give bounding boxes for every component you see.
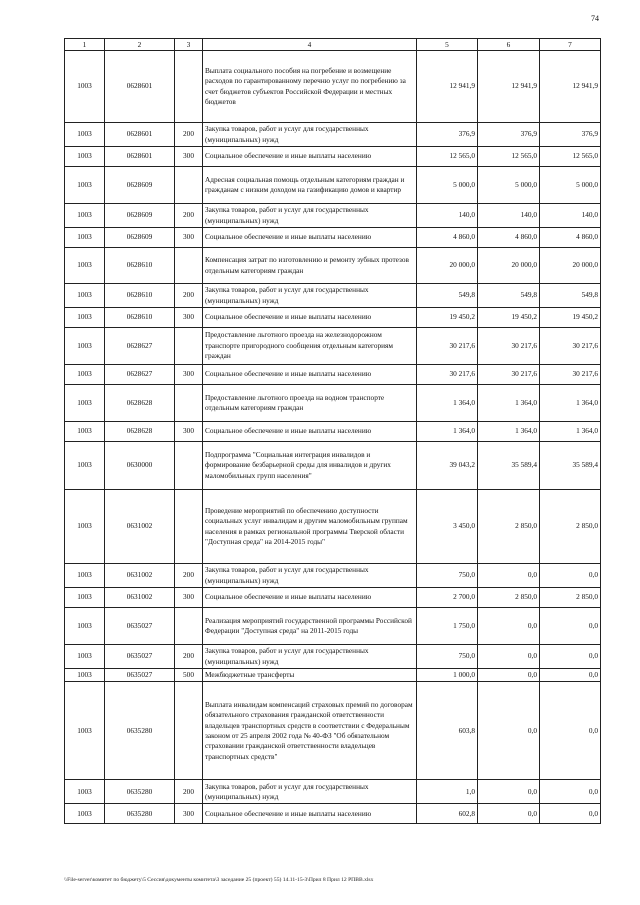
amount-col6: 19 450,2: [478, 308, 540, 328]
amount-col7: 1 364,0: [540, 422, 601, 442]
section-code: 1003: [65, 422, 105, 442]
col-header: 4: [203, 39, 417, 51]
item-description: Закупка товаров, работ и услуг для государственных (муниципальных) нужд: [203, 284, 417, 308]
amount-col7: 12 941,9: [540, 51, 601, 123]
amount-col6: 0,0: [478, 564, 540, 588]
section-code: 1003: [65, 228, 105, 248]
section-code: 1003: [65, 608, 105, 645]
table-header-row: [65, 39, 601, 51]
col-header: 7: [540, 39, 601, 51]
amount-col7: 376,9: [540, 123, 601, 147]
item-description: Закупка товаров, работ и услуг для государственных (муниципальных) нужд: [203, 645, 417, 669]
item-description: Социальное обеспечение и иные выплаты населению: [203, 422, 417, 442]
amount-col6: 2 850,0: [478, 490, 540, 564]
amount-col5: 1 750,0: [417, 608, 478, 645]
amount-col6: 549,8: [478, 284, 540, 308]
amount-col6: 30 217,6: [478, 365, 540, 385]
section-code: 1003: [65, 442, 105, 490]
amount-col7: 12 565,0: [540, 147, 601, 167]
amount-col7: 0,0: [540, 645, 601, 669]
amount-col5: 1 364,0: [417, 422, 478, 442]
target-code: 0631002: [105, 564, 175, 588]
target-code: 0630000: [105, 442, 175, 490]
expense-type: 300: [175, 588, 203, 608]
target-code: 0628627: [105, 328, 175, 365]
item-description: Социальное обеспечение и иные выплаты населению: [203, 147, 417, 167]
section-code: 1003: [65, 564, 105, 588]
item-description: Социальное обеспечение и иные выплаты населению: [203, 308, 417, 328]
amount-col5: 549,8: [417, 284, 478, 308]
target-code: 0628627: [105, 365, 175, 385]
expense-type: 300: [175, 422, 203, 442]
amount-col6: 30 217,6: [478, 328, 540, 365]
amount-col7: 30 217,6: [540, 328, 601, 365]
amount-col6: 5 000,0: [478, 167, 540, 204]
col-header: 3: [175, 39, 203, 51]
amount-col7: 4 860,0: [540, 228, 601, 248]
item-description: Предоставление льготного проезда на водном транспорте отдельным категориям граждан: [203, 385, 417, 422]
amount-col6: 140,0: [478, 204, 540, 228]
amount-col5: 4 860,0: [417, 228, 478, 248]
table-row: [65, 780, 601, 804]
target-code: 0628601: [105, 147, 175, 167]
amount-col7: 0,0: [540, 780, 601, 804]
table-row: [65, 284, 601, 308]
item-description: Социальное обеспечение и иные выплаты населению: [203, 588, 417, 608]
table-row: [65, 308, 601, 328]
amount-col7: 0,0: [540, 682, 601, 780]
amount-col7: 5 000,0: [540, 167, 601, 204]
expense-type: 300: [175, 365, 203, 385]
amount-col6: 0,0: [478, 645, 540, 669]
amount-col5: 3 450,0: [417, 490, 478, 564]
amount-col7: 0,0: [540, 608, 601, 645]
expense-type: 500: [175, 669, 203, 682]
amount-col5: 2 700,0: [417, 588, 478, 608]
amount-col7: 0,0: [540, 564, 601, 588]
section-code: 1003: [65, 490, 105, 564]
amount-col6: 35 589,4: [478, 442, 540, 490]
item-description: Социальное обеспечение и иные выплаты населению: [203, 804, 417, 824]
file-path-footer: \\File-server\комитет по бюджету\5 Сессия\документы комитета\3 заседание 25 (проект) 55) 14.11-15-3\Прил 8 Прил 12 РПВВ.xlsx: [64, 877, 374, 883]
table-row: [65, 328, 601, 365]
col-header: 2: [105, 39, 175, 51]
amount-col5: 12 565,0: [417, 147, 478, 167]
expense-type: 300: [175, 804, 203, 824]
amount-col7: 19 450,2: [540, 308, 601, 328]
target-code: 0628610: [105, 284, 175, 308]
section-code: 1003: [65, 588, 105, 608]
page-number: 74: [591, 14, 599, 23]
amount-col5: 602,8: [417, 804, 478, 824]
section-code: 1003: [65, 385, 105, 422]
amount-col7: 549,8: [540, 284, 601, 308]
item-description: Адресная социальная помощь отдельным категориям граждан и гражданам с низким доходом на газификацию домов и квартир: [203, 167, 417, 204]
amount-col6: 12 565,0: [478, 147, 540, 167]
amount-col5: 1 000,0: [417, 669, 478, 682]
col-header: 6: [478, 39, 540, 51]
item-description: Компенсация затрат по изготовлению и ремонту зубных протезов отдельным категориям граждан: [203, 248, 417, 284]
amount-col5: 603,8: [417, 682, 478, 780]
target-code: 0628628: [105, 422, 175, 442]
target-code: 0628610: [105, 248, 175, 284]
amount-col6: 1 364,0: [478, 422, 540, 442]
item-description: Межбюджетные трансферты: [203, 669, 417, 682]
section-code: 1003: [65, 248, 105, 284]
expense-type: 200: [175, 645, 203, 669]
table-row: [65, 248, 601, 284]
table-row: [65, 123, 601, 147]
target-code: 0635280: [105, 780, 175, 804]
table-row: [65, 442, 601, 490]
table-row: [65, 204, 601, 228]
item-description: Закупка товаров, работ и услуг для государственных (муниципальных) нужд: [203, 123, 417, 147]
amount-col7: 35 589,4: [540, 442, 601, 490]
target-code: 0631002: [105, 490, 175, 564]
section-code: 1003: [65, 780, 105, 804]
expense-type: [175, 608, 203, 645]
expense-type: 300: [175, 147, 203, 167]
table-row: [65, 422, 601, 442]
expense-type: 200: [175, 564, 203, 588]
expense-type: 200: [175, 780, 203, 804]
expense-type: 200: [175, 123, 203, 147]
amount-col6: 376,9: [478, 123, 540, 147]
table-row: [65, 167, 601, 204]
col-header: 5: [417, 39, 478, 51]
table-row: [65, 804, 601, 824]
target-code: 0628609: [105, 167, 175, 204]
amount-col6: 0,0: [478, 682, 540, 780]
target-code: 0628628: [105, 385, 175, 422]
col-header: 1: [65, 39, 105, 51]
table-row: [65, 682, 601, 780]
item-description: Социальное обеспечение и иные выплаты населению: [203, 228, 417, 248]
item-description: Выплата социального пособия на погребение и возмещение расходов по гарантированному перечню услуг по погребению за счет бюджетов субъектов Российской Федерации и местных бюджетов: [203, 51, 417, 123]
expense-type: 200: [175, 284, 203, 308]
section-code: 1003: [65, 682, 105, 780]
amount-col7: 140,0: [540, 204, 601, 228]
amount-col5: 39 043,2: [417, 442, 478, 490]
table-row: [65, 588, 601, 608]
expense-type: 300: [175, 228, 203, 248]
amount-col6: 4 860,0: [478, 228, 540, 248]
target-code: 0635280: [105, 804, 175, 824]
table-row: [65, 365, 601, 385]
section-code: 1003: [65, 308, 105, 328]
amount-col5: 376,9: [417, 123, 478, 147]
section-code: 1003: [65, 167, 105, 204]
amount-col5: 140,0: [417, 204, 478, 228]
amount-col6: 0,0: [478, 608, 540, 645]
amount-col7: 0,0: [540, 669, 601, 682]
expense-type: [175, 385, 203, 422]
expense-type: 300: [175, 308, 203, 328]
item-description: Социальное обеспечение и иные выплаты населению: [203, 365, 417, 385]
expense-type: [175, 51, 203, 123]
amount-col5: 5 000,0: [417, 167, 478, 204]
item-description: Предоставление льготного проезда на железнодорожном транспорте пригородного сообщения отдельным категориям граждан: [203, 328, 417, 365]
target-code: 0628609: [105, 228, 175, 248]
amount-col6: 0,0: [478, 669, 540, 682]
amount-col5: 19 450,2: [417, 308, 478, 328]
table-row: [65, 669, 601, 682]
amount-col6: 1 364,0: [478, 385, 540, 422]
amount-col5: 20 000,0: [417, 248, 478, 284]
target-code: 0635027: [105, 645, 175, 669]
table-row: [65, 645, 601, 669]
amount-col5: 1,0: [417, 780, 478, 804]
table-row: [65, 385, 601, 422]
target-code: 0628601: [105, 51, 175, 123]
amount-col6: 0,0: [478, 804, 540, 824]
section-code: 1003: [65, 365, 105, 385]
item-description: Реализация мероприятий государственной программы Российской Федерации "Доступная среда" на 2011-2015 годы: [203, 608, 417, 645]
amount-col6: 12 941,9: [478, 51, 540, 123]
expense-type: [175, 167, 203, 204]
amount-col7: 30 217,6: [540, 365, 601, 385]
amount-col5: 1 364,0: [417, 385, 478, 422]
target-code: 0628609: [105, 204, 175, 228]
section-code: 1003: [65, 147, 105, 167]
target-code: 0635280: [105, 682, 175, 780]
amount-col5: 30 217,6: [417, 365, 478, 385]
budget-table: [64, 38, 601, 824]
section-code: 1003: [65, 669, 105, 682]
target-code: 0628610: [105, 308, 175, 328]
expense-type: [175, 442, 203, 490]
amount-col7: 1 364,0: [540, 385, 601, 422]
item-description: Закупка товаров, работ и услуг для государственных (муниципальных) нужд: [203, 204, 417, 228]
item-description: Закупка товаров, работ и услуг для государственных (муниципальных) нужд: [203, 564, 417, 588]
table-row: [65, 228, 601, 248]
amount-col6: 20 000,0: [478, 248, 540, 284]
item-description: Подпрограмма "Социальная интеграция инвалидов и формирование безбарьерной среды для инвалидов и других маломобильных групп населения": [203, 442, 417, 490]
table-row: [65, 147, 601, 167]
section-code: 1003: [65, 804, 105, 824]
amount-col7: 0,0: [540, 804, 601, 824]
section-code: 1003: [65, 51, 105, 123]
amount-col7: 20 000,0: [540, 248, 601, 284]
item-description: Закупка товаров, работ и услуг для государственных (муниципальных) нужд: [203, 780, 417, 804]
section-code: 1003: [65, 645, 105, 669]
item-description: Выплата инвалидам компенсаций страховых премий по договорам обязательного страхования гражданской ответственности владельцев транспортных средств в соответствии с Федеральным законом от 25 апреля 2002 года № 40-ФЗ "Об обязательном страховании гражданской ответственности владельцев транспортных средств": [203, 682, 417, 780]
section-code: 1003: [65, 123, 105, 147]
expense-type: [175, 248, 203, 284]
target-code: 0635027: [105, 669, 175, 682]
amount-col7: 2 850,0: [540, 588, 601, 608]
target-code: 0635027: [105, 608, 175, 645]
expense-type: [175, 490, 203, 564]
amount-col5: 12 941,9: [417, 51, 478, 123]
table-row: [65, 564, 601, 588]
amount-col6: 0,0: [478, 780, 540, 804]
target-code: 0628601: [105, 123, 175, 147]
target-code: 0631002: [105, 588, 175, 608]
expense-type: 200: [175, 204, 203, 228]
expense-type: [175, 682, 203, 780]
expense-type: [175, 328, 203, 365]
section-code: 1003: [65, 284, 105, 308]
amount-col6: 2 850,0: [478, 588, 540, 608]
table-row: [65, 51, 601, 123]
table-row: [65, 490, 601, 564]
item-description: Проведение мероприятий по обеспечению доступности социальных услуг инвалидам и другим маломобильным группам населения в рамках региональной программы Тверской области "Доступная среда" на 2014-2015 годы": [203, 490, 417, 564]
amount-col5: 30 217,6: [417, 328, 478, 365]
amount-col5: 750,0: [417, 564, 478, 588]
amount-col7: 2 850,0: [540, 490, 601, 564]
section-code: 1003: [65, 328, 105, 365]
amount-col5: 750,0: [417, 645, 478, 669]
section-code: 1003: [65, 204, 105, 228]
table-row: [65, 608, 601, 645]
